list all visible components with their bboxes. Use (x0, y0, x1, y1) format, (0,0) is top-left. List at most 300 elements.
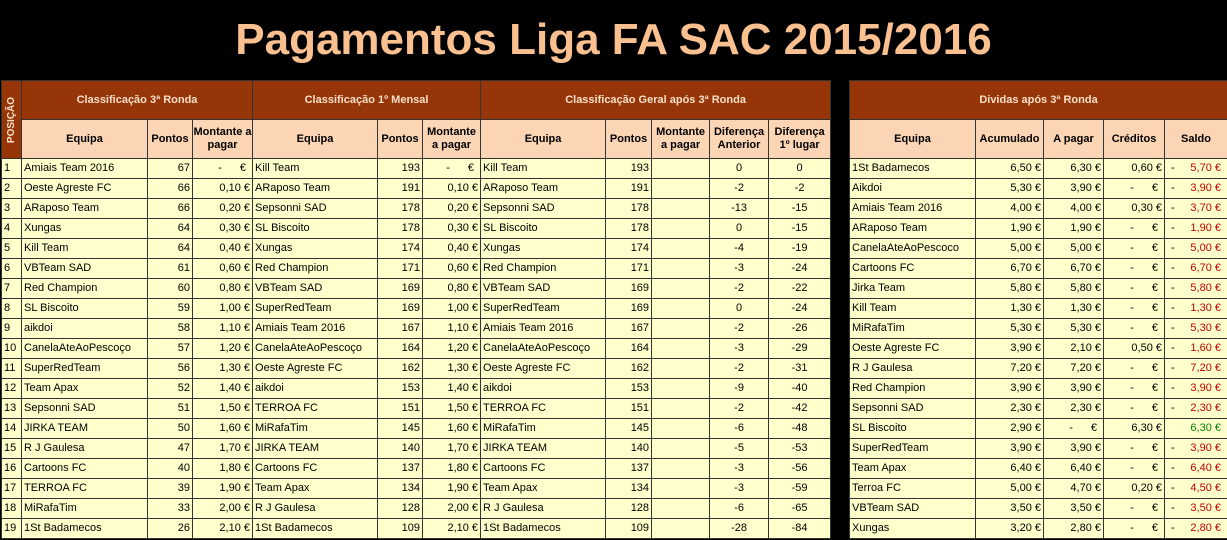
ronda-points-cell: 47 (148, 439, 193, 459)
ronda-team-cell: Red Champion (22, 279, 148, 299)
dividas-team-cell: MiRafaTim (850, 319, 976, 339)
geral-points-cell: 109 (606, 519, 652, 539)
ronda-amount-cell: 1,30 € (193, 359, 253, 379)
ronda-amount-cell: 1,70 € (193, 439, 253, 459)
ronda-amount-cell: 1,40 € (193, 379, 253, 399)
col-dif-primeiro: Diferença 1º lugar (769, 120, 831, 159)
geral-dif-primeiro-cell: -22 (769, 279, 831, 299)
ronda-team-cell: SL Biscoito (22, 299, 148, 319)
saldo-cell (1165, 279, 1227, 299)
table-row (2, 479, 831, 499)
geral-amount-cell (652, 339, 710, 359)
creditos-cell: - € (1104, 239, 1165, 259)
geral-dif-primeiro-cell: -19 (769, 239, 831, 259)
geral-team-cell: Red Champion (481, 259, 606, 279)
geral-points-cell: 162 (606, 359, 652, 379)
col-montante: Montante a pagar (652, 120, 710, 159)
ronda-amount-cell: 0,10 € (193, 179, 253, 199)
table-row (850, 339, 1227, 359)
table-row (2, 399, 831, 419)
saldo-sign: - (1171, 342, 1175, 354)
saldo-sign: - (1171, 222, 1175, 234)
acumulado-cell: 6,70 € (976, 259, 1044, 279)
table-row (2, 359, 831, 379)
position-cell: 4 (2, 219, 22, 239)
position-cell: 3 (2, 199, 22, 219)
geral-team-cell: Sepsonni SAD (481, 199, 606, 219)
acumulado-cell: 3,90 € (976, 379, 1044, 399)
mensal-points-cell: 171 (378, 259, 423, 279)
mensal-team-cell: JIRKA TEAM (253, 439, 378, 459)
geral-team-cell: aikdoi (481, 379, 606, 399)
saldo-value: 6,70 € (1190, 262, 1222, 274)
mensal-points-cell: 134 (378, 479, 423, 499)
saldo-sign: - (1171, 522, 1175, 534)
ronda-amount-cell: 0,20 € (193, 199, 253, 219)
saldo-cell (1165, 219, 1227, 239)
saldo-cell (1165, 319, 1227, 339)
acumulado-cell: 3,20 € (976, 519, 1044, 539)
a-pagar-cell: 1,30 € (1044, 299, 1104, 319)
position-cell: 8 (2, 299, 22, 319)
saldo-cell (1165, 359, 1227, 379)
dividas-team-cell: Team Apax (850, 459, 976, 479)
position-cell: 6 (2, 259, 22, 279)
acumulado-cell: 3,90 € (976, 439, 1044, 459)
geral-points-cell: 178 (606, 199, 652, 219)
mensal-amount-cell: 2,10 € (423, 519, 481, 539)
a-pagar-cell: 5,80 € (1044, 279, 1104, 299)
dividas-table (849, 80, 1227, 539)
mensal-team-cell: Xungas (253, 239, 378, 259)
creditos-cell: - € (1104, 459, 1165, 479)
position-cell: 12 (2, 379, 22, 399)
ronda-points-cell: 33 (148, 499, 193, 519)
geral-dif-primeiro-cell: -56 (769, 459, 831, 479)
mensal-amount-cell: 1,40 € (423, 379, 481, 399)
dividas-team-cell: Aikdoi (850, 179, 976, 199)
dash: - (1130, 502, 1134, 514)
ronda-amount-cell: 0,30 € (193, 219, 253, 239)
mensal-team-cell: VBTeam SAD (253, 279, 378, 299)
saldo-cell (1165, 179, 1227, 199)
geral-dif-anterior-cell: -28 (710, 519, 769, 539)
geral-dif-anterior-cell: -6 (710, 499, 769, 519)
ronda-team-cell: CanelaAteAoPescoço (22, 339, 148, 359)
saldo-sign: - (1171, 162, 1175, 174)
classification-table (1, 80, 831, 539)
saldo-value: 1,30 € (1190, 302, 1222, 314)
saldo-sign: - (1171, 502, 1175, 514)
col-equipa: Equipa (481, 120, 606, 159)
saldo-value: 2,80 € (1190, 522, 1222, 534)
saldo-cell (1165, 419, 1227, 439)
mensal-points-cell: 178 (378, 199, 423, 219)
mensal-team-cell: Amiais Team 2016 (253, 319, 378, 339)
geral-dif-anterior-cell: -2 (710, 399, 769, 419)
acumulado-cell: 1,30 € (976, 299, 1044, 319)
position-cell: 1 (2, 159, 22, 179)
mensal-team-cell: SuperRedTeam (253, 299, 378, 319)
table-row (850, 459, 1227, 479)
mensal-points-cell: 174 (378, 239, 423, 259)
table-row (2, 239, 831, 259)
table-row (850, 159, 1227, 179)
acumulado-cell: 5,30 € (976, 179, 1044, 199)
saldo-sign: - (1171, 462, 1175, 474)
geral-amount-cell (652, 399, 710, 419)
dash: - (1130, 302, 1134, 314)
ronda-team-cell: Amiais Team 2016 (22, 159, 148, 179)
col-dif-anterior: Diferença Anterior (710, 120, 769, 159)
dash: - (218, 162, 222, 174)
dividas-team-cell: Cartoons FC (850, 259, 976, 279)
geral-points-cell: 169 (606, 299, 652, 319)
ronda-team-cell: VBTeam SAD (22, 259, 148, 279)
creditos-cell: - € (1104, 519, 1165, 539)
mensal-amount-cell: 1,50 € (423, 399, 481, 419)
acumulado-cell: 5,00 € (976, 239, 1044, 259)
mensal-points-cell: 191 (378, 179, 423, 199)
table-row (850, 419, 1227, 439)
saldo-sign: - (1171, 242, 1175, 254)
saldo-value: 3,90 € (1190, 382, 1222, 394)
a-pagar-cell: 2,10 € (1044, 339, 1104, 359)
dividas-team-cell: Kill Team (850, 299, 976, 319)
ronda-team-cell: Xungas (22, 219, 148, 239)
mensal-points-cell: 164 (378, 339, 423, 359)
a-pagar-cell: - € (1044, 419, 1104, 439)
dash: - (1130, 462, 1134, 474)
a-pagar-cell: 5,30 € (1044, 319, 1104, 339)
mensal-amount-cell: 1,80 € (423, 459, 481, 479)
col-montante: Montante a pagar (193, 120, 253, 159)
creditos-cell: - € (1104, 379, 1165, 399)
col-saldo: Saldo (1165, 120, 1227, 159)
mensal-team-cell: Cartoons FC (253, 459, 378, 479)
saldo-sign: - (1171, 362, 1175, 374)
geral-amount-cell (652, 279, 710, 299)
geral-amount-cell (652, 159, 710, 179)
saldo-sign: - (1171, 382, 1175, 394)
geral-dif-primeiro-cell: -42 (769, 399, 831, 419)
a-pagar-cell: 2,80 € (1044, 519, 1104, 539)
saldo-cell (1165, 239, 1227, 259)
ronda-points-cell: 58 (148, 319, 193, 339)
col-pontos: Pontos (606, 120, 652, 159)
ronda-points-cell: 67 (148, 159, 193, 179)
geral-team-cell: Cartoons FC (481, 459, 606, 479)
acumulado-cell: 3,90 € (976, 339, 1044, 359)
mensal-amount-cell: 1,60 € (423, 419, 481, 439)
mensal-amount-cell: 2,00 € (423, 499, 481, 519)
position-cell: 13 (2, 399, 22, 419)
posicao-header: POSIÇÃO (2, 81, 22, 159)
ronda-points-cell: 59 (148, 299, 193, 319)
saldo-value: 5,00 € (1190, 242, 1222, 254)
creditos-cell: - € (1104, 359, 1165, 379)
saldo-cell (1165, 199, 1227, 219)
col-montante: Montante a pagar (423, 120, 481, 159)
mensal-amount-cell: 1,70 € (423, 439, 481, 459)
geral-points-cell: 164 (606, 339, 652, 359)
table-row (2, 459, 831, 479)
ronda-amount-cell: 1,90 € (193, 479, 253, 499)
a-pagar-cell: 6,40 € (1044, 459, 1104, 479)
mensal-amount-cell: 1,00 € (423, 299, 481, 319)
col-acumulado: Acumulado (976, 120, 1044, 159)
saldo-value: 5,80 € (1190, 282, 1222, 294)
ronda-team-cell: aikdoi (22, 319, 148, 339)
mensal-amount-cell: 1,90 € (423, 479, 481, 499)
mensal-team-cell: 1St Badamecos (253, 519, 378, 539)
mensal-amount-cell: 1,20 € (423, 339, 481, 359)
creditos-cell: 0,60 € (1104, 159, 1165, 179)
ronda-amount-cell: - € (193, 159, 253, 179)
table-row (2, 339, 831, 359)
geral-dif-primeiro-cell: -24 (769, 299, 831, 319)
geral-team-cell: ARaposo Team (481, 179, 606, 199)
geral-dif-anterior-cell: -4 (710, 239, 769, 259)
geral-team-cell: SL Biscoito (481, 219, 606, 239)
col-creditos: Créditos (1104, 120, 1165, 159)
geral-amount-cell (652, 439, 710, 459)
dividas-team-cell: Red Champion (850, 379, 976, 399)
geral-amount-cell (652, 519, 710, 539)
dividas-team-cell: Terroa FC (850, 479, 976, 499)
table-row (850, 359, 1227, 379)
saldo-value: 1,90 € (1190, 222, 1222, 234)
page-title: Pagamentos Liga FA SAC 2015/2016 (235, 15, 992, 64)
geral-dif-primeiro-cell: -48 (769, 419, 831, 439)
a-pagar-cell: 7,20 € (1044, 359, 1104, 379)
saldo-value: 7,20 € (1190, 362, 1222, 374)
mensal-amount-cell: 0,60 € (423, 259, 481, 279)
acumulado-cell: 2,30 € (976, 399, 1044, 419)
geral-dif-anterior-cell: -3 (710, 479, 769, 499)
table-row (850, 399, 1227, 419)
position-cell: 14 (2, 419, 22, 439)
ronda-team-cell: R J Gaulesa (22, 439, 148, 459)
ronda-points-cell: 57 (148, 339, 193, 359)
mensal-points-cell: 162 (378, 359, 423, 379)
ronda-team-cell: Cartoons FC (22, 459, 148, 479)
dash: - (1069, 422, 1073, 434)
ronda-amount-cell: 0,40 € (193, 239, 253, 259)
saldo-sign: - (1171, 202, 1175, 214)
geral-dif-anterior-cell: 0 (710, 219, 769, 239)
mensal-amount-cell: 0,10 € (423, 179, 481, 199)
position-cell: 11 (2, 359, 22, 379)
mensal-points-cell: 153 (378, 379, 423, 399)
geral-dif-anterior-cell: -2 (710, 319, 769, 339)
saldo-sign: - (1171, 182, 1175, 194)
geral-dif-anterior-cell: -3 (710, 339, 769, 359)
geral-amount-cell (652, 259, 710, 279)
saldo-value: 3,70 € (1190, 202, 1222, 214)
mensal-points-cell: 128 (378, 499, 423, 519)
geral-team-cell: Xungas (481, 239, 606, 259)
geral-points-cell: 145 (606, 419, 652, 439)
position-cell: 16 (2, 459, 22, 479)
dash: - (1130, 522, 1134, 534)
table-row (850, 199, 1227, 219)
table-row (2, 419, 831, 439)
mensal-points-cell: 145 (378, 419, 423, 439)
geral-team-cell: SuperRedTeam (481, 299, 606, 319)
ronda-team-cell: Kill Team (22, 239, 148, 259)
mensal-points-cell: 140 (378, 439, 423, 459)
dividas-team-cell: Sepsonni SAD (850, 399, 976, 419)
table-row (850, 479, 1227, 499)
position-cell: 7 (2, 279, 22, 299)
saldo-cell (1165, 519, 1227, 539)
dash: - (1130, 262, 1134, 274)
creditos-cell: - € (1104, 439, 1165, 459)
geral-dif-anterior-cell: -3 (710, 259, 769, 279)
mensal-points-cell: 169 (378, 279, 423, 299)
dash: - (1130, 222, 1134, 234)
saldo-cell (1165, 299, 1227, 319)
dash: - (1130, 382, 1134, 394)
ronda-team-cell: ARaposo Team (22, 199, 148, 219)
position-cell: 10 (2, 339, 22, 359)
mensal-team-cell: Team Apax (253, 479, 378, 499)
geral-dif-primeiro-cell: -40 (769, 379, 831, 399)
dash: - (1130, 362, 1134, 374)
geral-points-cell: 140 (606, 439, 652, 459)
dividas-team-cell: Oeste Agreste FC (850, 339, 976, 359)
dividas-team-cell: SL Biscoito (850, 419, 976, 439)
mensal-points-cell: 169 (378, 299, 423, 319)
ronda-points-cell: 52 (148, 379, 193, 399)
a-pagar-cell: 6,30 € (1044, 159, 1104, 179)
table-row (850, 259, 1227, 279)
geral-amount-cell (652, 239, 710, 259)
a-pagar-cell: 4,00 € (1044, 199, 1104, 219)
ronda-team-cell: SuperRedTeam (22, 359, 148, 379)
ronda-team-cell: MiRafaTim (22, 499, 148, 519)
table-row (2, 179, 831, 199)
geral-team-cell: R J Gaulesa (481, 499, 606, 519)
geral-team-cell: CanelaAteAoPescoço (481, 339, 606, 359)
saldo-cell (1165, 499, 1227, 519)
saldo-cell (1165, 379, 1227, 399)
acumulado-cell: 5,00 € (976, 479, 1044, 499)
saldo-value: 2,30 € (1190, 402, 1222, 414)
acumulado-cell: 2,90 € (976, 419, 1044, 439)
geral-dif-primeiro-cell: -24 (769, 259, 831, 279)
ronda-points-cell: 66 (148, 199, 193, 219)
saldo-sign: - (1171, 262, 1175, 274)
mensal-amount-cell: 0,40 € (423, 239, 481, 259)
geral-amount-cell (652, 479, 710, 499)
dash: - (1130, 182, 1134, 194)
position-cell: 17 (2, 479, 22, 499)
group-ronda-header: Classificação 3ª Ronda (22, 81, 253, 120)
geral-amount-cell (652, 199, 710, 219)
dash: - (1130, 322, 1134, 334)
creditos-cell: 6,30 € (1104, 419, 1165, 439)
mensal-points-cell: 109 (378, 519, 423, 539)
ronda-amount-cell: 1,80 € (193, 459, 253, 479)
a-pagar-cell: 3,90 € (1044, 179, 1104, 199)
ronda-team-cell: Team Apax (22, 379, 148, 399)
position-cell: 9 (2, 319, 22, 339)
ronda-team-cell: Oeste Agreste FC (22, 179, 148, 199)
creditos-cell: - € (1104, 399, 1165, 419)
table-row (850, 519, 1227, 539)
saldo-cell (1165, 339, 1227, 359)
saldo-sign: - (1171, 302, 1175, 314)
geral-team-cell: MiRafaTim (481, 419, 606, 439)
creditos-cell: 0,30 € (1104, 199, 1165, 219)
mensal-amount-cell: - € (423, 159, 481, 179)
a-pagar-cell: 3,90 € (1044, 379, 1104, 399)
saldo-value: 4,50 € (1190, 482, 1222, 494)
dash: - (1130, 242, 1134, 254)
col-equipa: Equipa (850, 120, 976, 159)
geral-team-cell: VBTeam SAD (481, 279, 606, 299)
geral-dif-primeiro-cell: -53 (769, 439, 831, 459)
geral-amount-cell (652, 359, 710, 379)
ronda-points-cell: 39 (148, 479, 193, 499)
dash: - (446, 162, 450, 174)
geral-points-cell: 193 (606, 159, 652, 179)
table-row (2, 379, 831, 399)
acumulado-cell: 4,00 € (976, 199, 1044, 219)
geral-dif-anterior-cell: -3 (710, 459, 769, 479)
mensal-team-cell: ARaposo Team (253, 179, 378, 199)
geral-team-cell: Team Apax (481, 479, 606, 499)
geral-team-cell: Oeste Agreste FC (481, 359, 606, 379)
mensal-amount-cell: 0,30 € (423, 219, 481, 239)
geral-dif-anterior-cell: -9 (710, 379, 769, 399)
ronda-points-cell: 40 (148, 459, 193, 479)
geral-amount-cell (652, 319, 710, 339)
saldo-sign: - (1171, 282, 1175, 294)
table-row (2, 519, 831, 539)
geral-points-cell: 174 (606, 239, 652, 259)
geral-points-cell: 178 (606, 219, 652, 239)
acumulado-cell: 5,80 € (976, 279, 1044, 299)
geral-dif-primeiro-cell: -59 (769, 479, 831, 499)
col-equipa: Equipa (22, 120, 148, 159)
dividas-team-cell: ARaposo Team (850, 219, 976, 239)
ronda-amount-cell: 0,80 € (193, 279, 253, 299)
saldo-sign: - (1171, 402, 1175, 414)
mensal-points-cell: 151 (378, 399, 423, 419)
geral-dif-primeiro-cell: -15 (769, 199, 831, 219)
mensal-points-cell: 137 (378, 459, 423, 479)
geral-team-cell: 1St Badamecos (481, 519, 606, 539)
ronda-team-cell: JIRKA TEAM (22, 419, 148, 439)
geral-points-cell: 151 (606, 399, 652, 419)
mensal-team-cell: aikdoi (253, 379, 378, 399)
mensal-team-cell: CanelaAteAoPescoço (253, 339, 378, 359)
geral-dif-primeiro-cell: -84 (769, 519, 831, 539)
geral-dif-primeiro-cell: -2 (769, 179, 831, 199)
geral-amount-cell (652, 419, 710, 439)
geral-points-cell: 167 (606, 319, 652, 339)
position-cell: 5 (2, 239, 22, 259)
ronda-amount-cell: 0,60 € (193, 259, 253, 279)
dividas-team-cell: VBTeam SAD (850, 499, 976, 519)
ronda-team-cell: 1St Badamecos (22, 519, 148, 539)
geral-dif-anterior-cell: -2 (710, 179, 769, 199)
table-row (850, 219, 1227, 239)
saldo-value: 6,40 € (1190, 462, 1222, 474)
